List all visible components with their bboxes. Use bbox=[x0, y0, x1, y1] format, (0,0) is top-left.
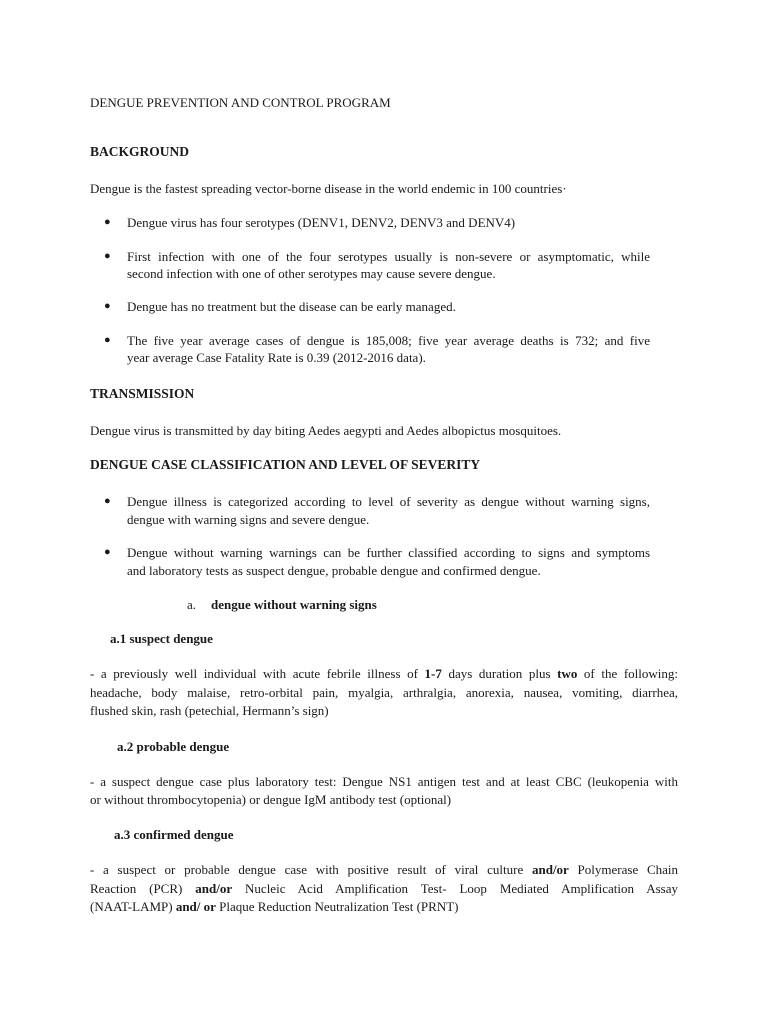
background-heading: BACKGROUND bbox=[90, 144, 190, 159]
bullet-text: Dengue without warning warnings can be further classified according to signs and symptoms bbox=[127, 545, 650, 560]
bullet-text: Dengue virus has four serotypes (DENV1, DENV2, DENV3 and DENV4) bbox=[127, 215, 516, 230]
bullet-text: second infection with one of other serotypes may cause severe dengue. bbox=[127, 266, 496, 281]
bullet-dot-icon: ● bbox=[104, 250, 111, 262]
a3-line-3: (NAAT-LAMP) and/ or Plaque Reduction Neutralization Test (PRNT) bbox=[90, 899, 459, 914]
a1-line-1: - a previously well individual with acute febrile illness of 1-7 days duration plus two of the following: bbox=[90, 666, 678, 681]
a2-heading: a.2 probable dengue bbox=[117, 739, 230, 754]
a2-line-2: or without thrombocytopenia) or dengue IgM antibody test (optional) bbox=[90, 792, 452, 807]
a3-line-1: - a suspect or probable dengue case with positive result of viral culture and/or Polymerase Chain bbox=[90, 862, 678, 877]
classification-heading: DENGUE CASE CLASSIFICATION AND LEVEL OF SEVERITY bbox=[90, 457, 481, 472]
bullet-dot-icon: ● bbox=[104, 546, 111, 558]
background-intro: Dengue is the fastest spreading vector-borne disease in the world endemic in 100 countries· bbox=[90, 181, 567, 196]
bullet-dot-icon: ● bbox=[104, 300, 111, 312]
transmission-text: Dengue virus is transmitted by day biting Aedes aegypti and Aedes albopictus mosquitoes. bbox=[90, 423, 562, 438]
bullet-text: and laboratory tests as suspect dengue, probable dengue and confirmed dengue. bbox=[127, 563, 541, 578]
bullet-text: Dengue has no treatment but the disease can be early managed. bbox=[127, 299, 456, 314]
a1-heading: a.1 suspect dengue bbox=[110, 631, 213, 646]
bullet-text: dengue with warning signs and severe dengue. bbox=[127, 512, 370, 527]
a3-line-2: Reaction (PCR) and/or Nucleic Acid Amplification Test- Loop Mediated Amplification Assay bbox=[90, 881, 679, 896]
a3-heading: a.3 confirmed dengue bbox=[114, 827, 234, 842]
bullet-text: The five year average cases of dengue is 185,008; five year average deaths is 732; and five bbox=[127, 333, 650, 348]
bullet-text: First infection with one of the four serotypes usually is non-severe or asymptomatic, while bbox=[127, 249, 650, 264]
bullet-text: year average Case Fatality Rate is 0.39 (2012-2016 data). bbox=[127, 350, 426, 365]
bullet-dot-icon: ● bbox=[104, 334, 111, 346]
a1-line-2: headache, body malaise, retro-orbital pain, myalgia, arthralgia, anorexia, nausea, vomiting, diarrhea, bbox=[90, 685, 678, 700]
bullet-text: Dengue illness is categorized according to level of severity as dengue without warning signs, bbox=[127, 494, 650, 509]
transmission-heading: TRANSMISSION bbox=[90, 386, 195, 401]
sub-list-label: dengue without warning signs bbox=[211, 597, 377, 612]
a2-line-1: - a suspect dengue case plus laboratory test: Dengue NS1 antigen test and at least CBC (leukopenia with bbox=[90, 774, 678, 789]
document-title: DENGUE PREVENTION AND CONTROL PROGRAM bbox=[90, 95, 391, 110]
bullet-dot-icon: ● bbox=[104, 495, 111, 507]
sub-list-marker: a. bbox=[187, 597, 197, 612]
a1-line-3: flushed skin, rash (petechial, Hermann’s sign) bbox=[90, 703, 329, 718]
bullet-dot-icon: ● bbox=[104, 216, 111, 228]
